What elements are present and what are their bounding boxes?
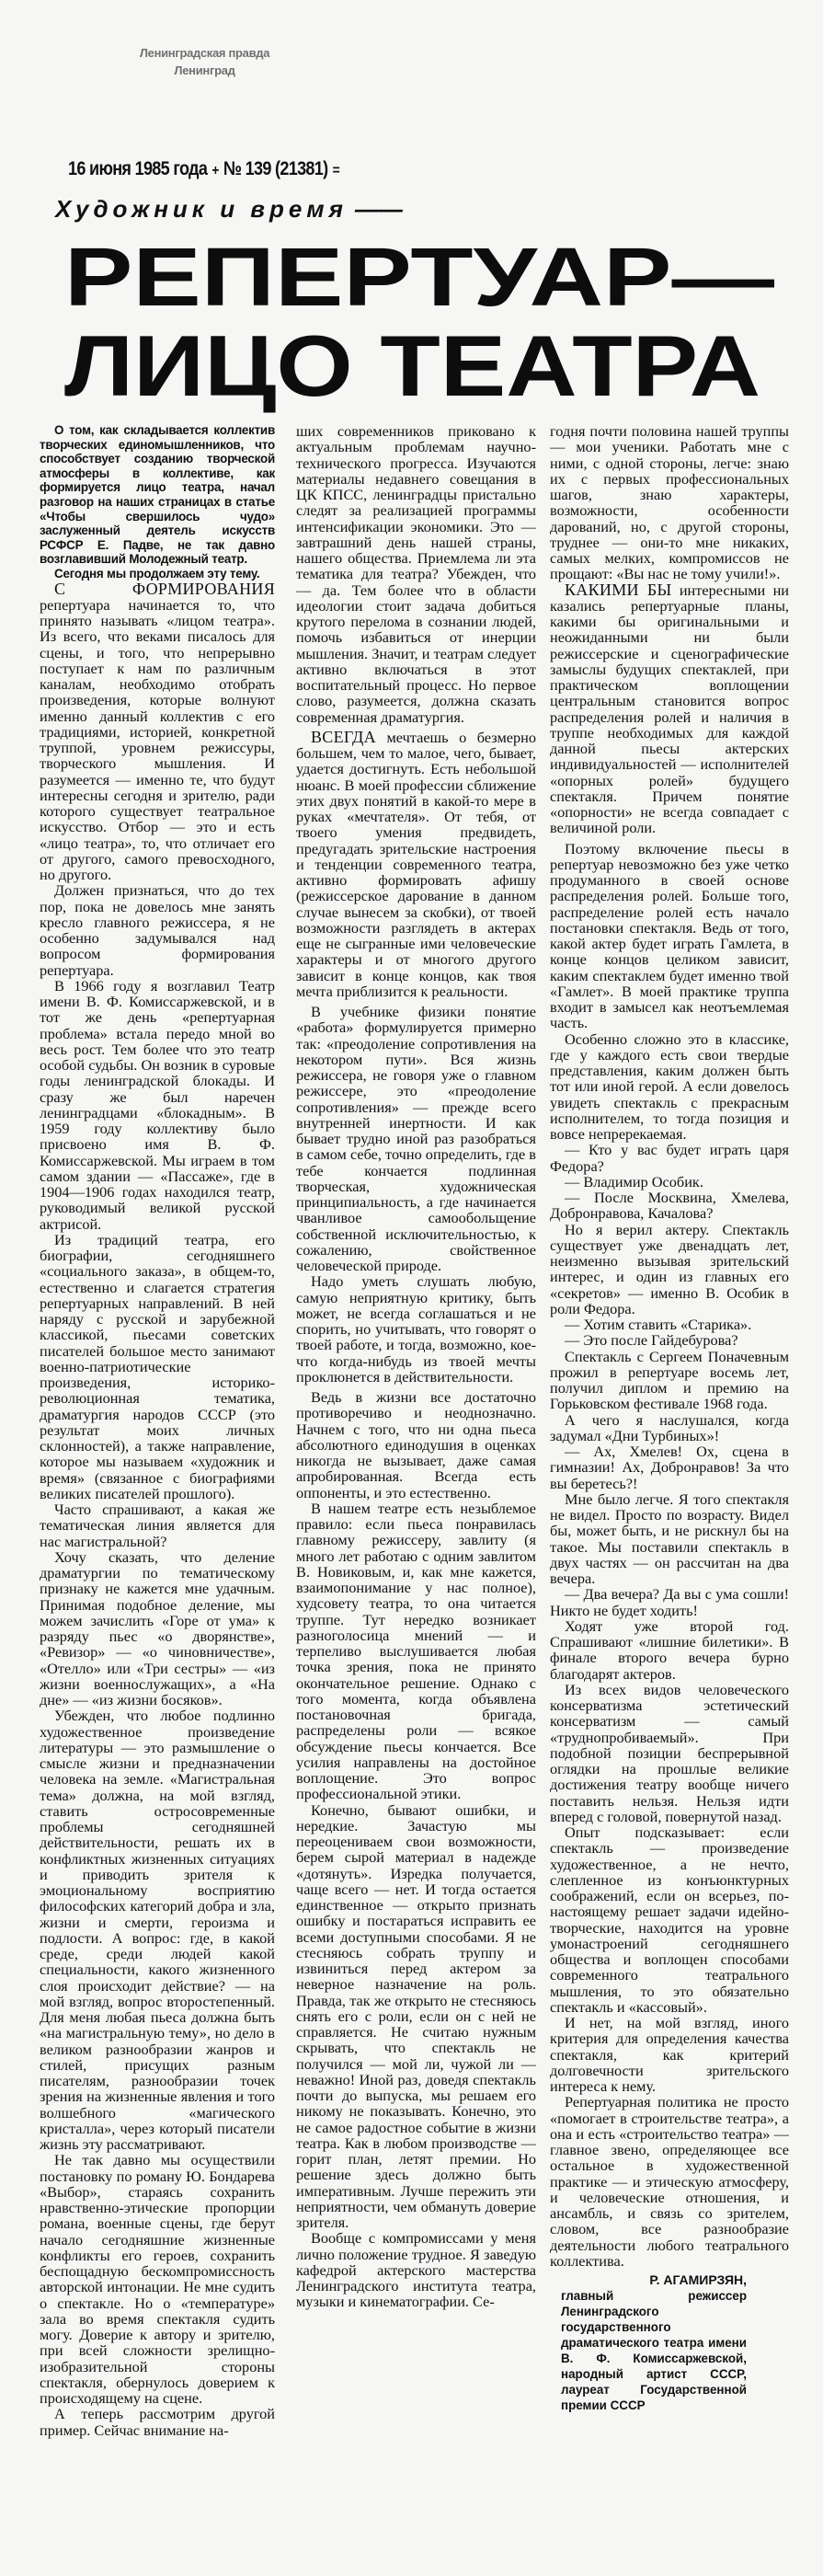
paragraph-text: В нашем театре есть незыблемое правило: если пьеса понравилась главному режиссеру, завлиту (я много лет работаю с одним завлитом В. Новиковым, и, как мне кажется, взаимопонимание у нас полное), худсовету театра, то она читается труппе. Тут нередко возникает разноголосица мнений — и терпеливо выслушивается любая точка зрения, пока не принято окончательное решение. Однако с того момента, когда объявлена постановочная бригада, распределены роли — всякое обсуждение пьесы кончается. Все усилия направлены на достойное воплощение. Это вопрос профессиональной этики. (296, 1499, 536, 1803)
paragraph-lead-caps: КАКИМИ БЫ (565, 580, 672, 599)
article-paragraph (40, 882, 275, 978)
article-paragraph (550, 423, 789, 582)
paragraph-text: Из традиций театра, его биографии, сегодняшнего «социального заказа», в общем-то, естественно и слагается стратегия репертуарных направлений. В ней наряду с русской и зарубежной классикой, пьесами советских писателей большое место занимают военно-патриотические произведения, историко-революционная тематика, драматургия народов СССР (это результат моих личных склонностей), а также направление, которое мы называем «художник и время» (связанное с биографиями великих писателей прошлого). (40, 1230, 275, 1502)
paragraph-text: Ведь в жизни все достаточно противоречиво и неоднозначно. Начнем с того, что ни одна пьеса абсолютного единодушия в оценках никогда не вызывает, даже самая апробированная. Всегда есть оппоненты, и это естественно. (296, 1388, 536, 1501)
article-paragraph (550, 1491, 789, 1587)
article-paragraph (550, 1174, 789, 1190)
article-paragraph (296, 1004, 536, 1273)
article-title (0, 230, 823, 414)
article-paragraph (550, 1332, 789, 1348)
article-paragraph (550, 1317, 789, 1332)
article-paragraph (40, 2406, 275, 2438)
article-paragraph (40, 2152, 275, 2406)
paragraph-text: Опыт подсказывает: если спектакль — произведение художественное, а не нечто, слепленное из конъюнктурных соображений, если он всерьез, по-настоящему решает задачи идейно-творческие, находится на уровне умонастроений сегодняшнего общества и воплощен способами современного театрального мышления, то это обязательно спектакль и «кассовый». (550, 1823, 789, 2016)
article-paragraph (40, 1549, 275, 1708)
article-paragraph (40, 1708, 275, 2152)
article-paragraph (550, 1586, 789, 1618)
paragraph-text: — Это после Гайдебурова? (565, 1331, 738, 1350)
article-paragraph (296, 727, 536, 1000)
paragraph-lead-caps: ВСЕГДА (311, 727, 376, 746)
article-paragraph (550, 1443, 789, 1491)
article-column-1 (40, 423, 275, 2571)
paragraph-text: Конечно, бывают ошибки, и нередкие. Зачастую мы переоцениваем свои возможности, берем сырой материал в надежде «дотянуть». Изредка получается, чаще всего — нет. И тогда остается единственное — открыто признать ошибку и постараться исправить ее всеми доступными способами. Я не стесняюсь собрать труппу и извиниться перед актером за неверное назначение на роль. Правда, так же открыто не стесняюсь снять его с роли, если он с ней не справляется. Не считаю нужным скрывать, что спектакль не получился — мой ли, чужой ли — неважно! Иной раз, доведя спектакль почти до выпуска, мы решаем его никому не показывать. Конечно, это не самое радостное событие в жизни театра. Как в любом производстве — горит план, летят премии. Но решение здесь должно быть императивным. Лучше пережить эти неприятности, чем обмануть доверие зрителя. (296, 1800, 536, 2231)
article-paragraph (550, 841, 789, 1031)
article-paragraph (550, 1682, 789, 1824)
dateline (68, 158, 416, 180)
title-line-2: ЛИЦО ТЕАТРА (64, 317, 760, 414)
paragraph-text: Спектакль с Сергеем Поначевным прожил в репертуаре восемь лет, получил диплом и премию на Горьковском фестивале 1968 года. (550, 1347, 789, 1413)
article-paragraph (550, 1190, 789, 1222)
paragraph-text: А теперь рассмотрим другой пример. Сейчас внимание на- (40, 2405, 275, 2439)
article-paragraph (550, 2015, 789, 2094)
article-paragraph (550, 582, 789, 836)
article-paragraph (550, 1349, 789, 1412)
article-column-3 (550, 423, 789, 2571)
paragraph-text: В учебнике физики понятие «работа» формулируется примерно так: «преодоление сопротивления на некотором пути». Вся жизнь режиссера, не говоря уже о главном режиссере, это «преодоление сопротивления» — прежде всего внутренней инертности. И как бывает трудно иной раз разобраться в самом себе, точно определить, где в тебе кончается подлинная творческая, художническая принципиальность, а где начинается чванливое самообольщение собственной исключительностью, к сожалению, свойственное человеческой природе. (296, 1003, 536, 1274)
editorial-intro: О том, как складывается коллектив творческих единомышленников, что способствует созданию творческой атмосферы в коллективе, как формируется лицо театра, начал разговор на наших страницах в статье «Чтобы свершилось чудо» заслуженный деятель искусств РСФСР Е. Падве, не так давно возглавивший Молодежный театр. (40, 423, 275, 567)
paragraph-text: — Хотим ставить «Старика». (565, 1316, 752, 1333)
issue-number: № 139 (21381) (223, 158, 328, 179)
paragraph-text: А чего я наслушался, когда задумал «Дни Турбиных»! (550, 1410, 789, 1444)
paragraph-text: Вообще с компромиссами у меня лично положение трудное. Я заведую кафедрой актерского мастерства Ленинградского института театра, музыки и кинематографии. Се- (296, 2229, 536, 2311)
title-line-1: РЕПЕРТУАР— (64, 232, 774, 324)
newspaper-name: Ленинградская правда (139, 46, 270, 60)
paragraph-text: Мне было легче. Я того спектакля не видел. Просто по возрасту. Видел бы, может быть, и не рискнул бы на такое. Мы поставили спектакль в двух частях — он рассчитан на два вечера. (550, 1489, 789, 1587)
paragraph-text: — Владимир Особик. (565, 1172, 703, 1190)
paragraph-text: ших современников приковано к актуальным проблемам научно-технического прогресса. Изучаются материалы недавнего совещания в ЦК КПСС, ленинградцы пристально следят за реализацией программы интенсификации экономики. Это — завтрашний день нашей страны, нашего общества. Приемлема ли эта тематика для театра? Убежден, что — да. Тем более что в области идеологии стоит задача добиться крутого перелома в сознании людей, помочь избавиться от инерции мышления. Значит, и театрам следует активно включаться в этот воспитательный процесс. Но первое слово, разумеется, должна сказать современная драматургия. (296, 423, 536, 726)
editorial-intro-continued: Сегодня мы продолжаем эту тему. (54, 566, 260, 581)
article-paragraph (296, 2230, 536, 2309)
article-column-2 (296, 423, 536, 2571)
separator-cross: + (211, 163, 219, 178)
paragraph-text: мечтаешь о безмерно большем, чем то малое, чего, бывает, удается достигнуть. Есть небольшой нюанс. В моей профессии сближение этих двух понятий в какой-то мере в руках «мечтателя». От тебя, от твоего умения предвидеть, предугадать зрительские настроения и тенденции современного театра, активно формировать афишу (режиссерское дарование в данном случае вынесем за скобки), от твоей возможности разглядеть в актерах еще не сыгранные ими человеческие характеры и от многого другого зависит в конце концов, как твоя мечта приблизится к реальности. (296, 728, 536, 1000)
paragraph-text: интересными ни казались репертуарные планы, какими бы оригинальными и неожиданными ни были режиссерские и сценографические замыслы будущих спектаклей, при практическом воплощении центральным становится вопрос распределения ролей и наличия в труппе необходимых для каждой данной пьесы актерских индивидуальностей — исполнителей «опорных ролей» будущего спектакля. Причем понятие «опорности» не всегда совпадает с величиной роли. (550, 581, 789, 837)
paragraph-text: Но я верил актеру. Спектакль существует уже двенадцать лет, неизменно вызывая зрительский интерес, и один из главных его «секретов» — именно В. Особик в роли Федора. (550, 1220, 789, 1317)
paragraph-text: Поэтому включение пьесы в репертуар невозможно без уже четко продуманного в своей основе распределения ролей. Больше того, распределение ролей есть начало постановки спектакля. Ведь от того, какой актер будет играть Гамлета, в конце концов целиком зависит, каким спектаклем будет именно твой «Гамлет». В моей практике труппа входит в замысел как неотъемлемая часть. (550, 839, 789, 1032)
paragraph-text: годня почти половина нашей труппы — мои ученики. Работать мне с ними, с одной стороны, легче: знаю их с первых профессиональных шагов, знаю характеры, возможности, особенности дарований, но, с другой стороны, труднее — они-то мне никаких, самых мелких, компромиссов не прощают: «Вы нас не тому учили!». (550, 423, 789, 583)
paragraph-text: Надо уметь слушать любую, самую неприятную критику, быть может, не всегда соглашаться и не спорить, но учитывать, что говорят о твоей работе, и тогда, возможно, кое-что когда-нибудь из твоей мечты проклюнется в действительности. (296, 1272, 536, 1386)
paragraph-text: Должен признаться, что до тех пор, пока не довелось мне занять кресло главного режиссера, я не особенно задумывался над вопросом формирования репертуара. (40, 881, 275, 979)
article-paragraph (550, 1618, 789, 1682)
paragraph-text: В 1966 году я возглавил Театр имени В. Ф. Комиссаржевской, и в тот же день «репертуарная проблема» встала передо мной во весь рост. Тем более что это театр особой судьбы. Он возник в суровые годы ленинградской блокады. И сразу же был наречен ленинградцами «блокадным». В 1959 году коллективу было присвоено имя В. Ф. Комиссаржевской. Мы играем в том самом здании — «Пассаже», где в 1904—1906 годах находился театр, руководимый великой русской актрисой. (40, 976, 275, 1233)
article-paragraph (296, 1501, 536, 1802)
paragraph-text: Хочу сказать, что деление драматургии по тематическому признаку не кажется мне удачным. Принимая подобное деление, мы можем зачислить «Горе от ума» к разряду пьес «о дворянстве», «Ревизор» — «о чиновничестве», «Отелло» или «Три сестры» — «из жизни военнослужащих», а «На дне» — «из жизни босяков». (40, 1547, 275, 1709)
article-paragraph (40, 581, 275, 883)
article-paragraph (296, 1389, 536, 1501)
author-signature (550, 2272, 789, 2413)
article-paragraph (550, 1824, 789, 2015)
paragraph-text: Часто спрашивают, а какая же тематическая линия является для нас магистральной? (40, 1501, 275, 1550)
article-paragraph (550, 2094, 789, 2269)
newspaper-city: Ленинград (174, 63, 235, 77)
rubric-heading (55, 195, 403, 224)
article-paragraph (550, 1031, 789, 1143)
article-paragraph (40, 1232, 275, 1501)
article-paragraph (550, 1222, 789, 1317)
paragraph-text: — Два вечера? Да вы с ума сошли! Никто не будет ходить! (550, 1585, 789, 1619)
paragraph-text: И нет, на мой взгляд, иного критерия для определения качества спектакля, как критерий долговечности зрительского интереса к нему. (550, 2014, 789, 2095)
paragraph-text: Не так давно мы осуществили постановку по роману Ю. Бондарева «Выбор», стараясь сохранить нравственно-этические пропорции романа, военные сцены, где берут начало сегодняшние жизненные конфликты его героев, сохранить беспощадную бескомпромиссность авторской интонации. Не мне судить о спектакле. Но о «температуре» зала во время спектакля судить могу. Доверие к автору и зрителю, при всей сложности зрелищно-изобразительной стороны спектакля, обернулось доверием к происходящему на сцене. (40, 2151, 275, 2408)
paragraph-text: Из всех видов человеческого консерватизма эстетический консерватизм — самый «труднопробиваемый». При подобной позиции беспрерывной оглядки на прошлые великие достижения театру вообще ничего поставить нельзя. Нельзя идти вперед с головой, повернутой назад. (550, 1680, 789, 1825)
article-paragraph (296, 1273, 536, 1385)
article-paragraph (550, 1412, 789, 1444)
article-paragraph (296, 1802, 536, 2231)
separator-dash: = (332, 163, 339, 178)
paragraph-text: — Ах, Хмелев! Ох, сцена в гимназии! Ах, Добронравов! За что вы беретесь?! (550, 1443, 789, 1492)
paragraph-text: Особенно сложно это в классике, где у каждого есть свои твердые представления, каким должен быть тот или иной герой. А если довелось увидеть спектакль с прекрасным исполнителем, то тогда позиция и вовсе непререкаемая. (550, 1029, 789, 1143)
paragraph-text: репертуара начинается то, что принято называть «лицом театра». Из всего, что веками писалось для сцены, и того, что непрерывно поступает к нам по различным каналам, необходимо отобрать произведения, которые волнуют именно данный коллектив с его традициями, историей, конкретной труппой, уровнем режиссуры, творческого мышления. И разумеется — именно те, что будут интересны сегодня и зрителю, ради которого существует театральное искусство. Отбор — это и есть «лицо театра», то, что отличает его от другого, самого превосходного, но другого. (40, 595, 275, 884)
paragraph-text: — После Москвина, Хмелева, Добронравова, Качалова? (550, 1189, 789, 1223)
rubric-dash: —— (354, 195, 403, 223)
rubric-label: Художник и время (55, 195, 348, 223)
author-credentials: главный режиссер Ленинградского государственного драматического театра имени В. Ф. Комиссаржевской, народный артист СССР, лауреат Государственной премии СССР (561, 2289, 747, 2412)
paragraph-lead-caps: С ФОРМИРОВАНИЯ (54, 579, 275, 598)
paragraph-text: Убежден, что любое подлинно художественное произведение литературы — это размышление о смысле жизни и предназначении человека на земле. «Магистральная тема» должна, на мой взгляд, ставить остросовременные проблемы сегодняшней действительности, решать их в конфликтных жизненных ситуациях и приводить зрителя к эмоциональному восприятию философских категорий добра и зла, жизни и смерти, героизма и подлости. А вопрос: где, в какой среде, среди людей какой специальности, какого жизненного слоя происходит действие? — на мой взгляд, вопрос второстепенный. Для меня любая пьеса должна быть «на магистральную тему», но дело в великом разнообразии жанров и стилей, присущих разным писателям, разнообразии точек зрения на жизненные явления и того волшебного «магического кристалла», через который писатели жизнь эту рассматривают. (40, 1707, 275, 2154)
newspaper-masthead-stamp (101, 44, 308, 79)
article-paragraph (40, 978, 275, 1232)
author-name: Р. АГАМИРЗЯН, (649, 2272, 747, 2287)
article-paragraph (296, 423, 536, 725)
paragraph-text: Репертуарная политика не просто «помогает в строительстве театра», а она и есть «строительство театра» — главное звено, определяющее все остальное в художественной практике — и этическую атмосферу, и человеческие отношения, и ансамбль, и связь со зрителем, словом, все разнообразие деятельности любого театрального коллектива. (550, 2093, 789, 2270)
paragraph-text: — Кто у вас будет играть царя Федора? (550, 1141, 789, 1175)
article-paragraph (550, 1142, 789, 1174)
issue-date: 16 июня 1985 года (68, 158, 208, 179)
paragraph-text: Ходят уже второй год. Спрашивают «лишние билетики». В финале второго вечера бурно благодарят актеров. (550, 1616, 789, 1683)
article-paragraph (40, 1501, 275, 1549)
